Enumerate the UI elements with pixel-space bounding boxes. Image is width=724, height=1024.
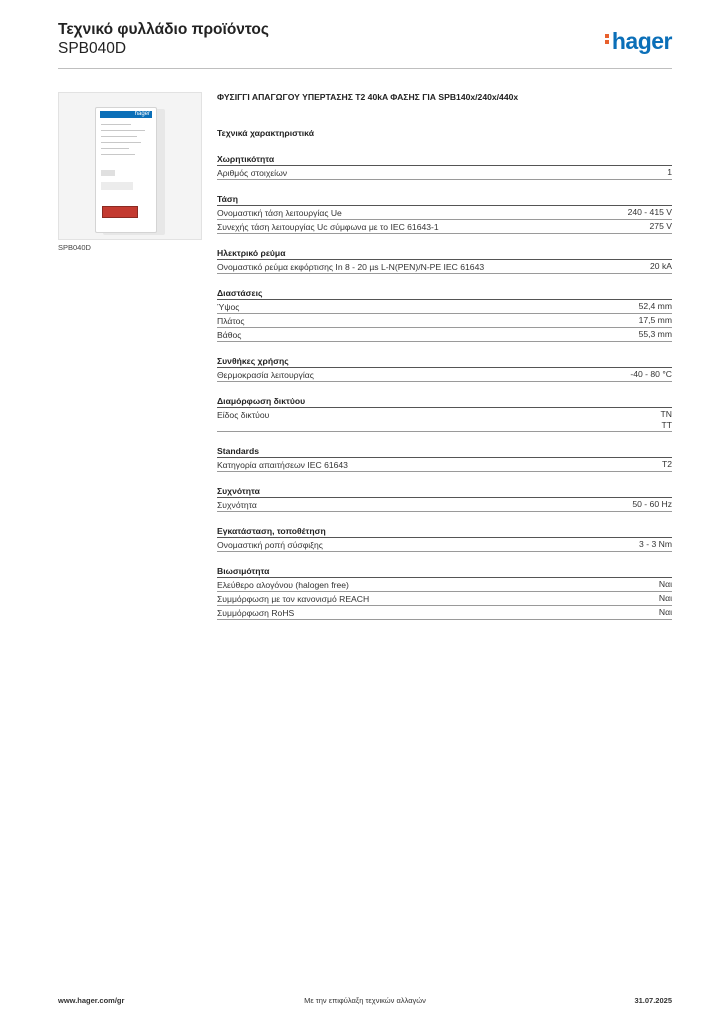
spec-row	[217, 408, 672, 432]
spec-value-line: 52,4 mm	[638, 301, 672, 311]
section-title: Συχνότητα	[217, 486, 672, 498]
spec-value	[630, 369, 672, 381]
spec-value-line: TT	[661, 420, 672, 430]
spec-value-line: 17,5 mm	[638, 315, 672, 325]
spec-value-line: -40 - 80 °C	[630, 369, 672, 379]
spec-value	[659, 593, 672, 605]
page-title: Τεχνικό φυλλάδιο προϊόντος	[58, 21, 269, 38]
footer-date: 31.07.2025	[634, 996, 672, 1005]
spec-value	[639, 301, 672, 313]
spec-row	[217, 220, 672, 234]
spec-section	[217, 486, 672, 512]
spec-row	[217, 314, 672, 328]
spec-row	[217, 458, 672, 472]
page-header	[58, 20, 672, 58]
spec-row	[217, 206, 672, 220]
spec-row	[217, 606, 672, 620]
spec-row	[217, 260, 672, 274]
spec-section	[217, 288, 672, 342]
spec-section	[217, 154, 672, 180]
footer-notice: Με την επιφύλαξη τεχνικών αλλαγών	[304, 996, 426, 1005]
spec-value	[661, 409, 672, 431]
spec-row	[217, 300, 672, 314]
spec-value	[659, 579, 672, 591]
section-title: Συνθήκες χρήσης	[217, 356, 672, 368]
spec-label: Ονομαστική ροπή σύσφιξης	[217, 540, 323, 550]
spec-section	[217, 526, 672, 552]
spec-value	[639, 329, 672, 341]
spec-value-line: 3 - 3 Nm	[639, 539, 672, 549]
spec-value	[650, 221, 672, 233]
section-title: Βιωσιμότητα	[217, 566, 672, 578]
spec-value-line: 20 kA	[650, 261, 672, 271]
section-title: Χωρητικότητα	[217, 154, 672, 166]
spec-label: Πλάτος	[217, 316, 245, 326]
spec-label: Κατηγορία απαιτήσεων IEC 61643	[217, 460, 348, 470]
spec-value-line: Ναι	[658, 607, 672, 617]
spec-row	[217, 368, 672, 382]
spec-section	[217, 396, 672, 432]
section-title: Διαστάσεις	[217, 288, 672, 300]
spec-value	[659, 607, 672, 619]
logo-dots-icon	[605, 32, 610, 46]
spec-value	[639, 315, 672, 327]
spec-value	[639, 539, 672, 551]
spec-value	[662, 459, 672, 471]
spec-section	[217, 446, 672, 472]
spec-title: Τεχνικά χαρακτηριστικά	[217, 128, 314, 138]
section-title: Διαμόρφωση δικτύου	[217, 396, 672, 408]
spec-value	[667, 167, 672, 179]
spec-row	[217, 538, 672, 552]
product-description: ΦΥΣΙΓΓΙ ΑΠΑΓΩΓΟΥ ΥΠΕΡΤΑΣΗΣ T2 40kA ΦΑΣΗΣ ΓΙΑ SPB140x/240x/440x	[217, 92, 519, 102]
hager-logo: hager	[605, 28, 672, 55]
spec-label: Βάθος	[217, 330, 242, 340]
spec-label: Ονομαστικό ρεύμα εκφόρτισης In 8 - 20 µs L-N(PEN)/N-PE IEC 61643	[217, 262, 485, 272]
spec-label: Ονομαστική τάση λειτουργίας Ue	[217, 208, 342, 218]
spec-value	[628, 207, 672, 219]
spec-section	[217, 356, 672, 382]
spec-section	[217, 248, 672, 274]
section-title: Τάση	[217, 194, 672, 206]
spec-value-line: 240 - 415 V	[627, 207, 672, 217]
status-window	[102, 206, 138, 218]
spec-label: Είδος δικτύου	[217, 410, 270, 420]
spec-value-line: Ναι	[658, 593, 672, 603]
spec-value-line: 275 V	[649, 221, 672, 231]
spec-section	[217, 194, 672, 234]
image-caption: SPB040D	[58, 243, 91, 252]
spec-label: Θερμοκρασία λειτουργίας	[217, 370, 314, 380]
spec-value-line: 1	[667, 167, 672, 177]
spec-label: Συμμόρφωση με τον κανονισμό REACH	[217, 594, 370, 604]
spec-label: Ελεύθερο αλογόνου (halogen free)	[217, 580, 349, 590]
spec-value-line: T2	[661, 459, 672, 469]
surge-module-illustration	[95, 107, 157, 233]
footer-website: www.hager.com/gr	[58, 996, 125, 1005]
spec-row	[217, 592, 672, 606]
spec-row	[217, 498, 672, 512]
header-divider	[58, 68, 672, 69]
spec-label: Ύψος	[217, 302, 240, 312]
spec-value-line: 50 - 60 Hz	[632, 499, 672, 509]
spec-label: Συνεχής τάση λειτουργίας Uc σύμφωνα με το IEC 61643-1	[217, 222, 439, 232]
spec-value-line: 55,3 mm	[638, 329, 672, 339]
spec-label: Αριθμός στοιχείων	[217, 168, 288, 178]
spec-value	[632, 499, 672, 511]
section-title: Ηλεκτρικό ρεύμα	[217, 248, 672, 260]
spec-content	[217, 92, 672, 634]
spec-sections	[217, 154, 672, 620]
ce-mark-icon	[101, 182, 133, 190]
product-code: SPB040D	[58, 40, 127, 57]
spec-row	[217, 166, 672, 180]
section-title: Standards	[217, 446, 672, 458]
module-logo: hager	[100, 111, 152, 118]
spec-section	[217, 566, 672, 620]
spec-row	[217, 578, 672, 592]
product-image	[58, 92, 202, 240]
spec-value-line: TN	[660, 409, 672, 419]
spec-value	[650, 261, 672, 273]
section-title: Εγκατάσταση, τοποθέτηση	[217, 526, 672, 538]
spec-label: Συμμόρφωση RoHS	[217, 608, 295, 618]
spec-row	[217, 328, 672, 342]
spec-value-line: Ναι	[658, 579, 672, 589]
spec-label: Συχνότητα	[217, 500, 257, 510]
